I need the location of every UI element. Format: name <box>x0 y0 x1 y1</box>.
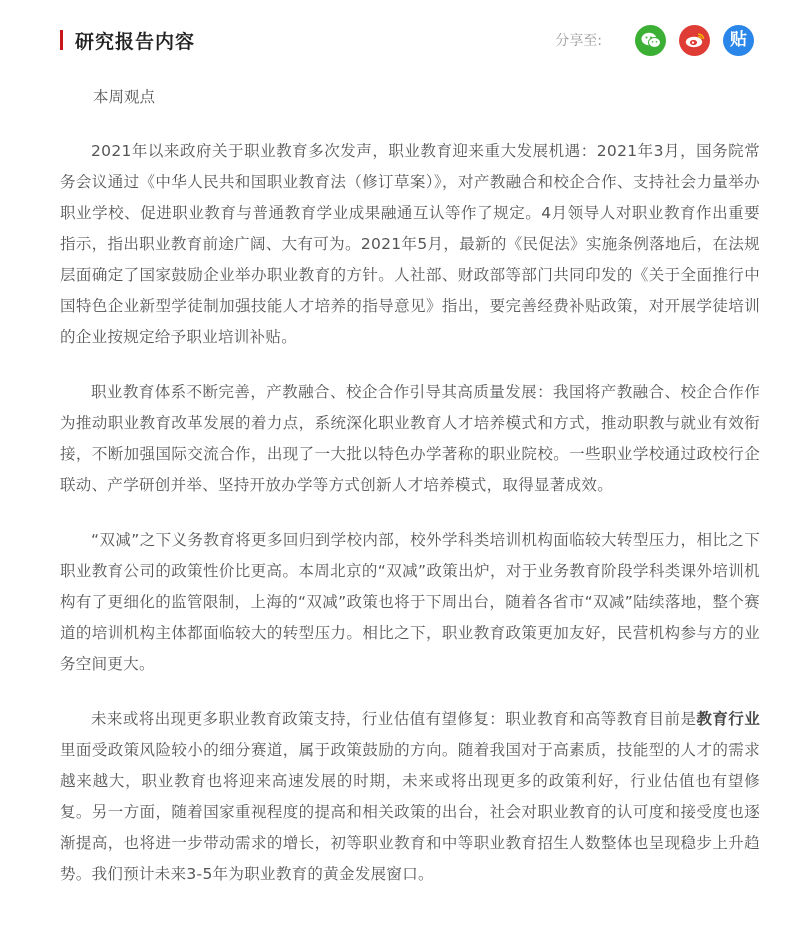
article-header <box>0 0 800 70</box>
article-subhead: 本周观点 <box>93 88 156 106</box>
paragraph-system: 职业教育体系不断完善，产教融合、校企合作引导其高质量发展：我国将产教融合、校企合作作为推动职业教育改革发展的着力点，系统深化职业教育人才培养模式和方式，推动职教与就业有效衔接，不断加强国际交流合作，出现了一大批以特色办学著称的职业院校。一些职业学校通过政校行企联动、产学研创并举、坚持开放办学等方式创新人才培养模式，取得显著成效。 <box>60 383 760 494</box>
section-title: 研究报告内容 <box>75 30 196 53</box>
share-bar <box>555 24 754 56</box>
share-wechat-button[interactable] <box>635 25 666 56</box>
article-body <box>60 80 760 890</box>
paragraph-outlook-text-a: 未来或将出现更多职业教育政策支持，行业估值有望修复：职业教育和高等教育目前是 <box>91 710 697 728</box>
paragraph-outlook-text-b: 里面受政策风险较小的细分赛道，属于政策鼓励的方向。随着我国对于高素质，技能型的人才的需求越来越大，职业教育也将迎来高速发展的时期，未来或将出现更多的政策利好，行业估值也有望修复。另一方面，随着国家重视程度的提高和相关政策的出台，社会对职业教育的认可度和接受度也逐渐提高，也将进一步带动需求的增长，初等职业教育和中等职业教育招生人数整体也呈现稳步上升趋势。我们预计未来3-5年为职业教育的黄金发展窗口。 <box>60 741 760 883</box>
paragraph-outlook-bold: 教育行业 <box>696 710 761 728</box>
share-label: 分享至: <box>555 33 602 49</box>
paragraph-policy: 2021年以来政府关于职业教育多次发声，职业教育迎来重大发展机遇：2021年3月，国务院常务会议通过《中华人民共和国职业教育法（修订草案）》，对产教融合和校企合作、支持社会力量举办职业学校、促进职业教育与普通教育学业成果融通互认等作了规定。4月领导人对职业教育作出重要指示，指出职业教育前途广阔、大有可为。2021年5月，最新的《民促法》实施条例落地后，在法规层面确定了国家鼓励企业举办职业教育的方针。人社部、财政部等部门共同印发的《关于全面推行中国特色企业新型学徒制加强技能人才培养的指导意见》指出，要完善经费补贴政策，对开展学徒培训的企业按规定给予职业培训补贴。 <box>60 142 760 346</box>
tieba-icon: 贴 <box>730 29 747 50</box>
share-weibo-button[interactable] <box>679 25 710 56</box>
share-tieba-button[interactable] <box>723 25 754 56</box>
title-accent-bar <box>60 30 63 50</box>
section-title-wrap <box>60 27 195 53</box>
paragraph-outlook <box>60 704 760 890</box>
paragraph-double-reduction: “双减”之下义务教育将更多回归到学校内部，校外学科类培训机构面临较大转型压力，相比之下职业教育公司的政策性价比更高。本周北京的“双减”政策出炉，对于业务教育阶段学科类课外培训机构有了更细化的监管限制，上海的“双减”政策也将于下周出台，随着各省市“双减”陆续落地，整个赛道的培训机构主体都面临较大的转型压力。相比之下，职业教育政策更加友好，民营机构参与方的业务空间更大。 <box>60 531 760 673</box>
wechat-icon <box>641 32 661 49</box>
weibo-icon <box>685 32 705 48</box>
